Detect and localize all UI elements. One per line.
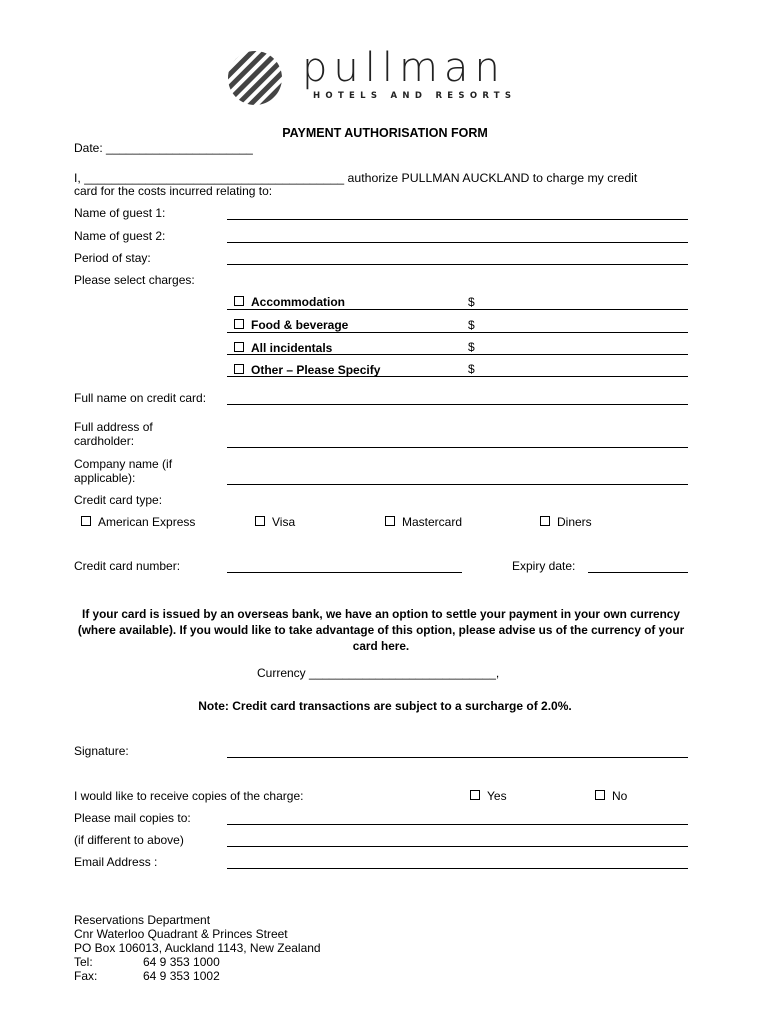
checkbox-icon[interactable] (234, 342, 244, 352)
period-field[interactable] (227, 264, 688, 265)
charge-currency: $ (468, 362, 475, 376)
card-type-mastercard[interactable] (385, 515, 462, 529)
footer-pobox: PO Box 106013, Auckland 1143, New Zealand (74, 941, 321, 955)
card-type-amex[interactable] (81, 515, 195, 529)
footer-fax-label: Fax: (74, 969, 98, 983)
checkbox-icon[interactable] (385, 516, 395, 526)
currency-label: Currency ____________________________, (257, 666, 500, 680)
card-type-visa[interactable] (255, 515, 295, 529)
footer-dept: Reservations Department (74, 913, 211, 927)
checkbox-icon[interactable] (470, 790, 480, 800)
address-label: Full address of cardholder: (74, 420, 153, 448)
fullname-label: Full name on credit card: (74, 391, 207, 405)
mail-field-2[interactable] (227, 846, 688, 847)
charge-label: All incidentals (251, 341, 333, 355)
checkbox-icon[interactable] (255, 516, 265, 526)
guest2-field[interactable] (227, 242, 688, 243)
checkbox-icon[interactable] (81, 516, 91, 526)
charge-amount-field[interactable] (227, 376, 688, 377)
email-label: Email Address : (74, 855, 158, 869)
card-number-label: Credit card number: (74, 559, 181, 573)
guest1-field[interactable] (227, 219, 688, 220)
checkbox-icon[interactable] (595, 790, 605, 800)
overseas-note: If your card is issued by an overseas bank, we have an option to settle your payment in your own currency (where available). If you would like to take advantage of this option, please advise us of the currency of your card here. (77, 607, 685, 653)
charge-amount-field[interactable] (227, 332, 688, 333)
mail-note: (if different to above) (74, 833, 184, 847)
brand-tagline: HOTELS AND RESORTS (313, 91, 517, 101)
checkbox-icon[interactable] (540, 516, 550, 526)
charge-currency: $ (468, 295, 475, 309)
copies-yes[interactable] (470, 789, 507, 803)
charge-currency: $ (468, 318, 475, 332)
brand-name: pullman (302, 45, 506, 91)
surcharge-note: Note: Credit card transactions are subject to a surcharge of 2.0%. (198, 699, 572, 713)
checkbox-icon[interactable] (234, 319, 244, 329)
expiry-label: Expiry date: (512, 559, 576, 573)
email-field[interactable] (227, 868, 688, 869)
signature-label: Signature: (74, 744, 129, 758)
card-type-option: Mastercard (402, 515, 463, 529)
guest1-label: Name of guest 1: (74, 206, 166, 220)
footer-street: Cnr Waterloo Quadrant & Princes Street (74, 927, 288, 941)
charge-label: Other – Please Specify (251, 363, 381, 377)
pullman-logo-mark-icon (227, 50, 283, 106)
card-type-option: American Express (98, 515, 196, 529)
charge-amount-field[interactable] (227, 309, 688, 310)
card-type-diners[interactable] (540, 515, 592, 529)
footer-tel: 64 9 353 1000 (143, 955, 220, 969)
authorize-line-2: card for the costs incurred relating to: (74, 184, 273, 198)
guest2-label: Name of guest 2: (74, 229, 166, 243)
mail-label: Please mail copies to: (74, 811, 191, 825)
date-label: Date: ______________________ (74, 141, 253, 155)
card-type-option: Visa (272, 515, 296, 529)
charge-amount-field[interactable] (227, 354, 688, 355)
footer-tel-label: Tel: (74, 955, 93, 969)
card-type-option: Diners (557, 515, 592, 529)
charge-all-incidentals[interactable] (234, 341, 332, 355)
form-title: PAYMENT AUTHORISATION FORM (282, 126, 488, 140)
company-field[interactable] (227, 484, 688, 485)
period-label: Period of stay: (74, 251, 151, 265)
fullname-field[interactable] (227, 404, 688, 405)
charge-other[interactable] (234, 363, 380, 377)
card-type-label: Credit card type: (74, 493, 163, 507)
copies-label: I would like to receive copies of the charge: (74, 789, 304, 803)
authorize-line-1: I, ______________________________________ authorize PULLMAN AUCKLAND to charge my credit (74, 171, 638, 185)
card-number-field[interactable] (227, 572, 462, 573)
charge-label: Accommodation (251, 295, 346, 309)
checkbox-icon[interactable] (234, 296, 244, 306)
company-label: Company name (if applicable): (74, 457, 173, 485)
copies-option: Yes (487, 789, 507, 803)
charge-currency: $ (468, 340, 475, 354)
signature-field[interactable] (227, 757, 688, 758)
checkbox-icon[interactable] (234, 364, 244, 374)
mail-field[interactable] (227, 824, 688, 825)
charges-label: Please select charges: (74, 273, 195, 287)
copies-option: No (612, 789, 628, 803)
charge-food-beverage[interactable] (234, 318, 348, 332)
footer-fax: 64 9 353 1002 (143, 969, 220, 983)
expiry-field[interactable] (588, 572, 688, 573)
charge-accommodation[interactable] (234, 295, 345, 309)
copies-no[interactable] (595, 789, 627, 803)
address-field[interactable] (227, 447, 688, 448)
charge-label: Food & beverage (251, 318, 349, 332)
